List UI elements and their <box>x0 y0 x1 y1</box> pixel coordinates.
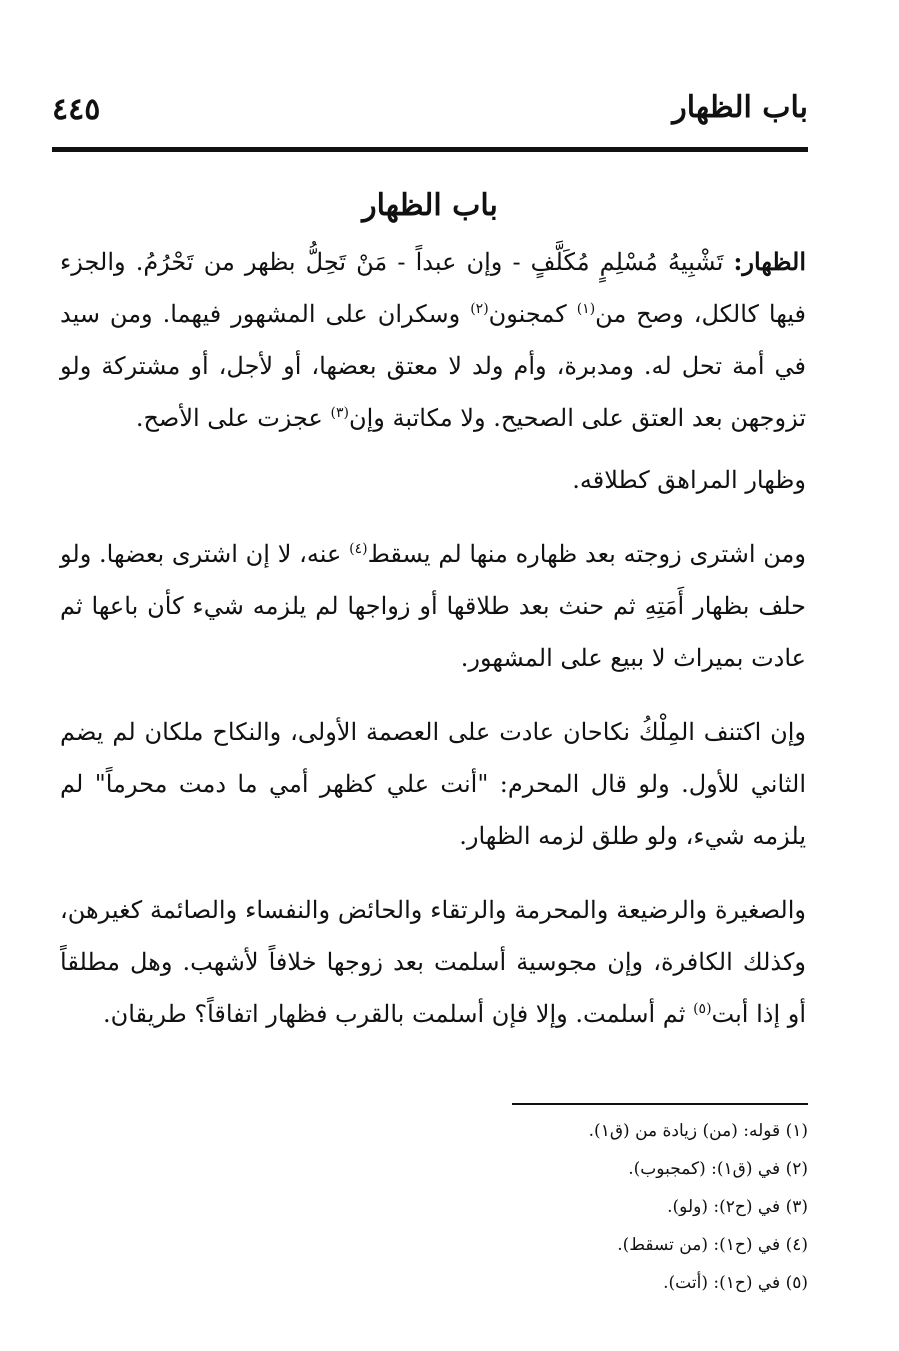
footnote: (٤) في (ح١): (من تسقط). <box>617 1235 808 1255</box>
paragraph-text: ثم أسلمت. وإلا فإن أسلمت بالقرب فظهار اتفاقاً؟ طريقان. <box>102 1000 694 1028</box>
footnote: (٥) في (ح١): (أتت). <box>663 1273 808 1293</box>
footnote: (٣) في (ح٢): (ولو). <box>667 1197 808 1217</box>
footnote: (١) قوله: (من) زيادة من (ق١). <box>588 1121 808 1141</box>
chapter-title: باب الظهار <box>362 188 498 223</box>
paragraph-text: كمجنون <box>488 300 577 328</box>
defined-term: الظهار: <box>733 247 806 276</box>
paragraph-text: والصغيرة والرضيعة والمحرمة والرتقاء والحائض والنفساء والصائمة كغيرهن، وكذلك الكافرة، وإن مجوسية أسلمت بعد زوجها خلافاً لأشهب. وهل مطلقاً أو إذا أبت <box>60 896 806 1028</box>
footnote-marker: (١) <box>576 301 596 317</box>
main-text <box>60 236 806 1050</box>
paragraph-text: وسكران على المشهور فيهما. ومن سيد في أمة تحل له. ومدبرة، وأم ولد لا معتق بعضها، أو لأجل، أو مشتركة ولو تزوجهن بعد العتق على الصحيح. ولا مكاتبة وإن <box>60 300 806 432</box>
header-rule <box>52 147 808 152</box>
paragraph-minor <box>60 884 806 1040</box>
paragraph-text: عجزت على الأصح. <box>135 404 331 432</box>
footnote-marker: (٢) <box>470 301 489 317</box>
footnote-marker: (٥) <box>693 1001 712 1017</box>
paragraph-definition <box>60 236 806 444</box>
footnote-marker: (٤) <box>349 541 368 557</box>
footnote-rule <box>512 1103 808 1105</box>
paragraph-text: ومن اشترى زوجته بعد ظهاره منها لم يسقط <box>367 540 806 568</box>
running-header <box>52 84 808 140</box>
running-title: باب الظهار <box>672 90 808 125</box>
page-number: ٤٤٥ <box>52 92 101 127</box>
paragraph-adolescent: وظهار المراهق كطلاقه. <box>572 466 806 494</box>
paragraph-purchase <box>60 528 806 684</box>
footnotes <box>360 1112 808 1302</box>
paragraph-text: تَشْبِيهُ مُسْلِمٍ مُكَلَّفٍ - وإن عبداً - مَنْ تَحِلُّ بظهر من تَحْرُمُ. والجزء فيها كالكل، وصح من <box>60 248 807 328</box>
footnote: (٢) في (ق١): (كمجبوب). <box>628 1159 808 1179</box>
paragraph-ownership: وإن اكتنف المِلْكُ نكاحان عادت على العصمة الأولى، والنكاح ملكان لم يضم الثاني للأول. ولو قال المحرم: "أنت علي كظهر أمي ما دمت محرماً" لم يلزمه شيء، ولو طلق لزمه الظهار. <box>60 718 806 850</box>
paragraph-text: عنه، لا إن اشترى بعضها. ولو حلف بظهار أَمَتِهِ ثم حنث بعد طلاقها أو زواجها لم يلزمه شيء كأن باعها ثم عادت بميراث لا ببيع على المشهور. <box>60 540 806 672</box>
footnote-marker: (٣) <box>330 405 349 421</box>
